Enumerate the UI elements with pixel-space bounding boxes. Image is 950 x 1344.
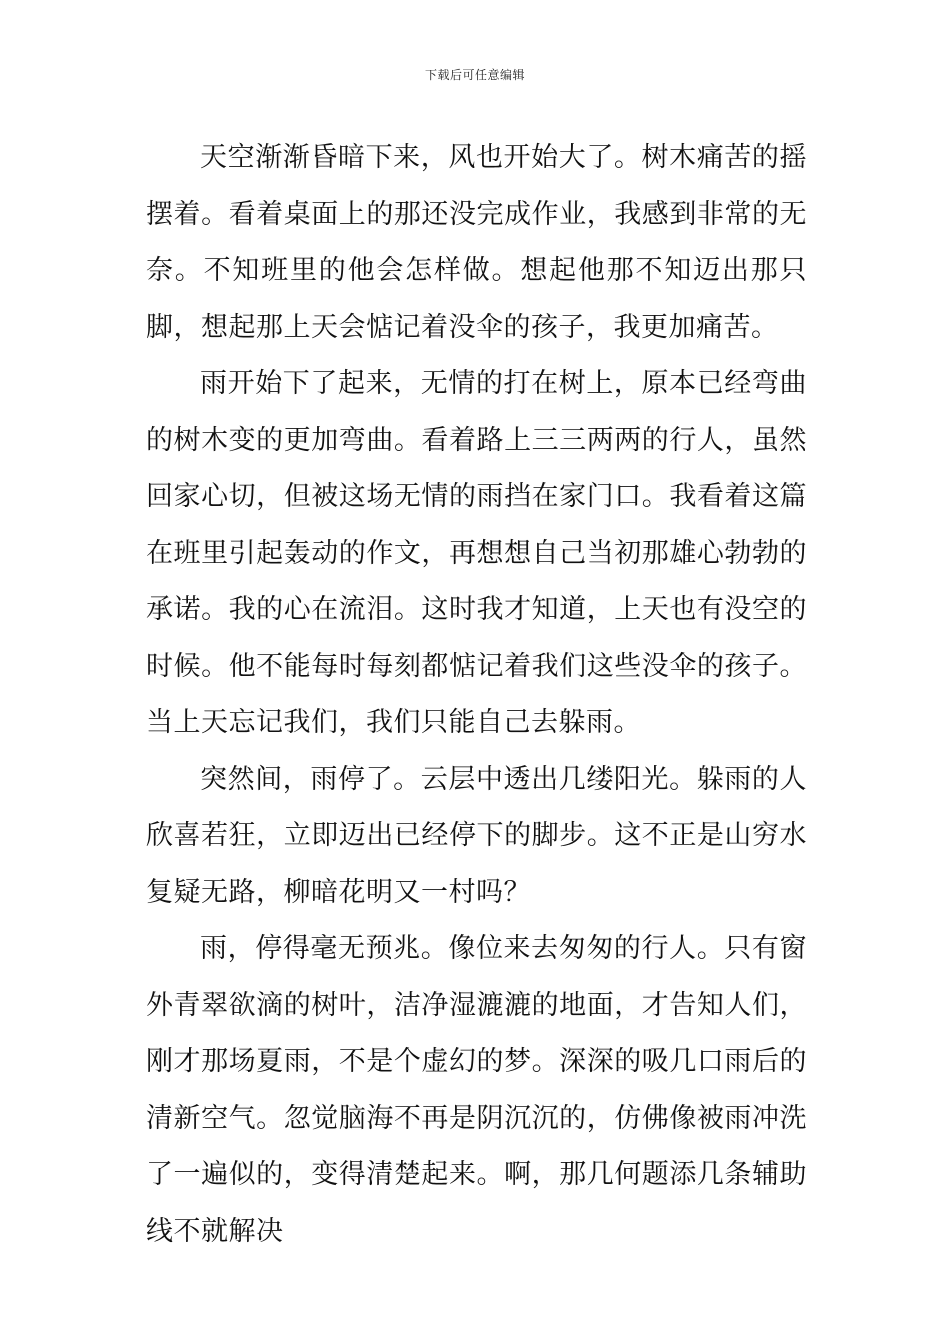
paragraph: 雨，停得毫无预兆。像位来去匆匆的行人。只有窗外青翠欲滴的树叶，洁净湿漉漉的地面，才告知人们，刚才那场夏雨，不是个虚幻的梦。深深的吸几口雨后的清新空气。忽觉脑海不再是阴沉沉的，仿佛像被雨冲洗了一遍似的，变得清楚起来。啊，那几何题添几条辅助线不就解决 — [146, 933, 807, 1247]
page-header: 下载后可任意编辑 — [424, 68, 525, 82]
document-body — [146, 130, 807, 1260]
paragraph: 突然间，雨停了。云层中透出几缕阳光。躲雨的人欣喜若狂，立即迈出已经停下的脚步。这不正是山穷水复疑无路，柳暗花明又一村吗？ — [146, 763, 807, 908]
paragraph: 雨开始下了起来，无情的打在树上，原本已经弯曲的树木变的更加弯曲。看着路上三三两两的行人，虽然回家心切，但被这场无情的雨挡在家门口。我看着这篇在班里引起轰动的作文，再想想自己当初那雄心勃勃的承诺。我的心在流泪。这时我才知道，上天也有没空的时候。他不能每时每刻都惦记着我们这些没伞的孩子。当上天忘记我们，我们只能自己去躲雨。 — [146, 368, 807, 738]
paragraph: 天空渐渐昏暗下来，风也开始大了。树木痛苦的摇摆着。看着桌面上的那还没完成作业，我感到非常的无奈。不知班里的他会怎样做。想起他那不知迈出那只脚，想起那上天会惦记着没伞的孩子，我更加痛苦。 — [146, 142, 807, 343]
